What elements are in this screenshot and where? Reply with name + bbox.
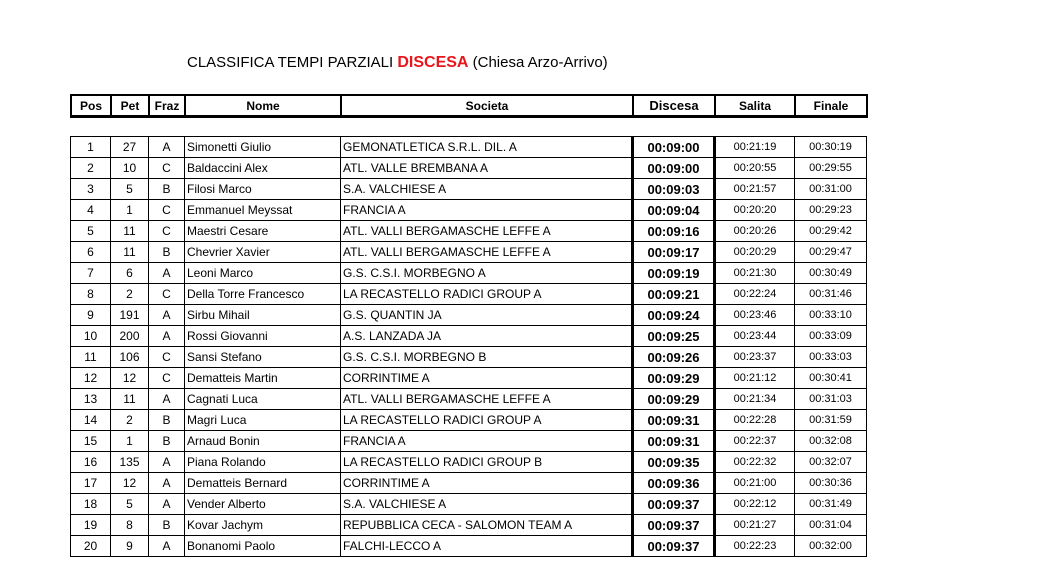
cell-nome: Sansi Stefano	[185, 347, 341, 368]
cell-pet: 106	[111, 347, 149, 368]
table-row	[71, 473, 867, 494]
cell-pos: 3	[71, 179, 111, 200]
cell-finale: 00:33:03	[795, 347, 867, 368]
cell-salita: 00:21:57	[715, 179, 795, 200]
table-row	[71, 389, 867, 410]
cell-nome: Rossi Giovanni	[185, 326, 341, 347]
cell-salita: 00:22:24	[715, 284, 795, 305]
cell-finale: 00:33:10	[795, 305, 867, 326]
cell-societa: FRANCIA A	[341, 431, 633, 452]
cell-pet: 135	[111, 452, 149, 473]
table-row	[71, 368, 867, 389]
cell-discesa: 00:09:00	[633, 137, 715, 158]
cell-pet: 2	[111, 284, 149, 305]
cell-discesa: 00:09:36	[633, 473, 715, 494]
cell-nome: Dematteis Bernard	[185, 473, 341, 494]
cell-nome: Kovar Jachym	[185, 515, 341, 536]
header-finale: Finale	[795, 95, 867, 117]
cell-finale: 00:33:09	[795, 326, 867, 347]
cell-salita: 00:22:28	[715, 410, 795, 431]
cell-finale: 00:29:55	[795, 158, 867, 179]
cell-nome: Sirbu Mihail	[185, 305, 341, 326]
cell-salita: 00:20:26	[715, 221, 795, 242]
cell-nome: Della Torre Francesco	[185, 284, 341, 305]
cell-societa: GEMONATLETICA S.R.L. DIL. A	[341, 137, 633, 158]
table-row	[71, 158, 867, 179]
cell-salita: 00:21:12	[715, 368, 795, 389]
cell-nome: Dematteis Martin	[185, 368, 341, 389]
cell-fraz: C	[149, 284, 185, 305]
header-nome: Nome	[185, 95, 341, 117]
cell-pos: 20	[71, 536, 111, 557]
table-row	[71, 452, 867, 473]
cell-salita: 00:22:37	[715, 431, 795, 452]
cell-salita: 00:23:44	[715, 326, 795, 347]
cell-finale: 00:30:36	[795, 473, 867, 494]
cell-pet: 12	[111, 473, 149, 494]
cell-finale: 00:30:49	[795, 263, 867, 284]
title-prefix: CLASSIFICA TEMPI PARZIALI	[187, 54, 398, 71]
cell-pet: 200	[111, 326, 149, 347]
cell-pos: 1	[71, 137, 111, 158]
cell-finale: 00:32:07	[795, 452, 867, 473]
cell-pos: 17	[71, 473, 111, 494]
cell-discesa: 00:09:25	[633, 326, 715, 347]
cell-finale: 00:29:47	[795, 242, 867, 263]
cell-finale: 00:32:00	[795, 536, 867, 557]
cell-nome: Baldaccini Alex	[185, 158, 341, 179]
cell-pos: 15	[71, 431, 111, 452]
cell-finale: 00:31:03	[795, 389, 867, 410]
cell-pet: 9	[111, 536, 149, 557]
cell-pet: 191	[111, 305, 149, 326]
header-pet: Pet	[111, 95, 149, 117]
cell-fraz: A	[149, 263, 185, 284]
cell-societa: ATL. VALLE BREMBANA A	[341, 158, 633, 179]
cell-societa: LA RECASTELLO RADICI GROUP A	[341, 284, 633, 305]
cell-fraz: B	[149, 515, 185, 536]
cell-salita: 00:21:27	[715, 515, 795, 536]
cell-nome: Arnaud Bonin	[185, 431, 341, 452]
table-row	[71, 494, 867, 515]
cell-fraz: B	[149, 431, 185, 452]
cell-pos: 9	[71, 305, 111, 326]
cell-pos: 8	[71, 284, 111, 305]
cell-fraz: A	[149, 137, 185, 158]
cell-pet: 1	[111, 200, 149, 221]
cell-pos: 10	[71, 326, 111, 347]
cell-salita: 00:20:20	[715, 200, 795, 221]
cell-pet: 5	[111, 494, 149, 515]
cell-fraz: A	[149, 389, 185, 410]
cell-pet: 11	[111, 389, 149, 410]
table-row	[71, 221, 867, 242]
header-row	[71, 95, 867, 117]
cell-discesa: 00:09:31	[633, 410, 715, 431]
cell-fraz: C	[149, 158, 185, 179]
title-suffix: (Chiesa Arzo-Arrivo)	[468, 54, 608, 71]
cell-pet: 11	[111, 221, 149, 242]
header-societa: Societa	[341, 95, 633, 117]
cell-discesa: 00:09:17	[633, 242, 715, 263]
table-row	[71, 515, 867, 536]
cell-societa: REPUBBLICA CECA - SALOMON TEAM A	[341, 515, 633, 536]
cell-fraz: A	[149, 452, 185, 473]
cell-discesa: 00:09:19	[633, 263, 715, 284]
table-row	[71, 326, 867, 347]
cell-pos: 19	[71, 515, 111, 536]
cell-salita: 00:22:23	[715, 536, 795, 557]
cell-salita: 00:21:19	[715, 137, 795, 158]
cell-discesa: 00:09:37	[633, 515, 715, 536]
table-row	[71, 347, 867, 368]
cell-finale: 00:31:00	[795, 179, 867, 200]
cell-nome: Maestri Cesare	[185, 221, 341, 242]
title-highlight: DISCESA	[397, 54, 469, 71]
page-title	[187, 54, 608, 72]
cell-nome: Chevrier Xavier	[185, 242, 341, 263]
table-row	[71, 536, 867, 557]
cell-pos: 14	[71, 410, 111, 431]
cell-societa: A.S. LANZADA JA	[341, 326, 633, 347]
cell-pos: 2	[71, 158, 111, 179]
cell-finale: 00:31:49	[795, 494, 867, 515]
header-salita: Salita	[715, 95, 795, 117]
cell-salita: 00:21:30	[715, 263, 795, 284]
cell-societa: ATL. VALLI BERGAMASCHE LEFFE A	[341, 389, 633, 410]
header-discesa: Discesa	[633, 95, 715, 117]
cell-nome: Emmanuel Meyssat	[185, 200, 341, 221]
table-row	[71, 137, 867, 158]
cell-societa: CORRINTIME A	[341, 368, 633, 389]
cell-pos: 18	[71, 494, 111, 515]
cell-discesa: 00:09:16	[633, 221, 715, 242]
cell-fraz: A	[149, 536, 185, 557]
cell-nome: Simonetti Giulio	[185, 137, 341, 158]
cell-fraz: A	[149, 473, 185, 494]
cell-salita: 00:23:37	[715, 347, 795, 368]
table-row	[71, 200, 867, 221]
cell-salita: 00:20:55	[715, 158, 795, 179]
cell-pet: 12	[111, 368, 149, 389]
cell-discesa: 00:09:21	[633, 284, 715, 305]
cell-pos: 6	[71, 242, 111, 263]
cell-nome: Bonanomi Paolo	[185, 536, 341, 557]
cell-societa: ATL. VALLI BERGAMASCHE LEFFE A	[341, 242, 633, 263]
cell-fraz: B	[149, 410, 185, 431]
cell-pet: 11	[111, 242, 149, 263]
header-pos: Pos	[71, 95, 111, 117]
cell-pos: 11	[71, 347, 111, 368]
cell-nome: Filosi Marco	[185, 179, 341, 200]
cell-finale: 00:30:19	[795, 137, 867, 158]
table-row	[71, 410, 867, 431]
cell-pos: 16	[71, 452, 111, 473]
cell-discesa: 00:09:37	[633, 536, 715, 557]
cell-finale: 00:30:41	[795, 368, 867, 389]
cell-fraz: A	[149, 326, 185, 347]
cell-finale: 00:29:42	[795, 221, 867, 242]
cell-pet: 1	[111, 431, 149, 452]
table-row	[71, 263, 867, 284]
cell-salita: 00:21:34	[715, 389, 795, 410]
cell-nome: Leoni Marco	[185, 263, 341, 284]
cell-fraz: A	[149, 494, 185, 515]
cell-discesa: 00:09:35	[633, 452, 715, 473]
header-table	[70, 94, 868, 118]
cell-pos: 13	[71, 389, 111, 410]
cell-discesa: 00:09:31	[633, 431, 715, 452]
cell-discesa: 00:09:29	[633, 389, 715, 410]
cell-fraz: C	[149, 368, 185, 389]
cell-discesa: 00:09:03	[633, 179, 715, 200]
table-row	[71, 305, 867, 326]
cell-societa: CORRINTIME A	[341, 473, 633, 494]
cell-fraz: C	[149, 347, 185, 368]
cell-pet: 6	[111, 263, 149, 284]
cell-finale: 00:31:46	[795, 284, 867, 305]
cell-finale: 00:32:08	[795, 431, 867, 452]
cell-fraz: B	[149, 242, 185, 263]
cell-societa: FRANCIA A	[341, 200, 633, 221]
cell-salita: 00:21:00	[715, 473, 795, 494]
cell-societa: S.A. VALCHIESE A	[341, 179, 633, 200]
cell-finale: 00:31:59	[795, 410, 867, 431]
cell-societa: G.S. C.S.I. MORBEGNO A	[341, 263, 633, 284]
cell-pet: 2	[111, 410, 149, 431]
cell-discesa: 00:09:26	[633, 347, 715, 368]
cell-salita: 00:23:46	[715, 305, 795, 326]
cell-discesa: 00:09:24	[633, 305, 715, 326]
cell-nome: Cagnati Luca	[185, 389, 341, 410]
cell-pet: 27	[111, 137, 149, 158]
cell-discesa: 00:09:37	[633, 494, 715, 515]
cell-fraz: C	[149, 221, 185, 242]
cell-fraz: B	[149, 179, 185, 200]
cell-pos: 4	[71, 200, 111, 221]
cell-societa: FALCHI-LECCO A	[341, 536, 633, 557]
cell-salita: 00:22:32	[715, 452, 795, 473]
cell-finale: 00:29:23	[795, 200, 867, 221]
cell-nome: Vender Alberto	[185, 494, 341, 515]
table-row	[71, 284, 867, 305]
table-row	[71, 242, 867, 263]
cell-pet: 5	[111, 179, 149, 200]
cell-discesa: 00:09:04	[633, 200, 715, 221]
cell-societa: S.A. VALCHIESE A	[341, 494, 633, 515]
cell-salita: 00:20:29	[715, 242, 795, 263]
cell-pos: 12	[71, 368, 111, 389]
cell-nome: Magri Luca	[185, 410, 341, 431]
cell-pos: 5	[71, 221, 111, 242]
table-row	[71, 179, 867, 200]
cell-fraz: C	[149, 200, 185, 221]
cell-pet: 10	[111, 158, 149, 179]
cell-nome: Piana Rolando	[185, 452, 341, 473]
cell-societa: G.S. QUANTIN JA	[341, 305, 633, 326]
cell-societa: ATL. VALLI BERGAMASCHE LEFFE A	[341, 221, 633, 242]
results-table	[70, 136, 867, 557]
cell-fraz: A	[149, 305, 185, 326]
cell-societa: LA RECASTELLO RADICI GROUP B	[341, 452, 633, 473]
header-fraz: Fraz	[149, 95, 185, 117]
cell-societa: LA RECASTELLO RADICI GROUP A	[341, 410, 633, 431]
cell-societa: G.S. C.S.I. MORBEGNO B	[341, 347, 633, 368]
cell-pet: 8	[111, 515, 149, 536]
cell-pos: 7	[71, 263, 111, 284]
cell-finale: 00:31:04	[795, 515, 867, 536]
cell-discesa: 00:09:00	[633, 158, 715, 179]
table-row	[71, 431, 867, 452]
cell-salita: 00:22:12	[715, 494, 795, 515]
cell-discesa: 00:09:29	[633, 368, 715, 389]
